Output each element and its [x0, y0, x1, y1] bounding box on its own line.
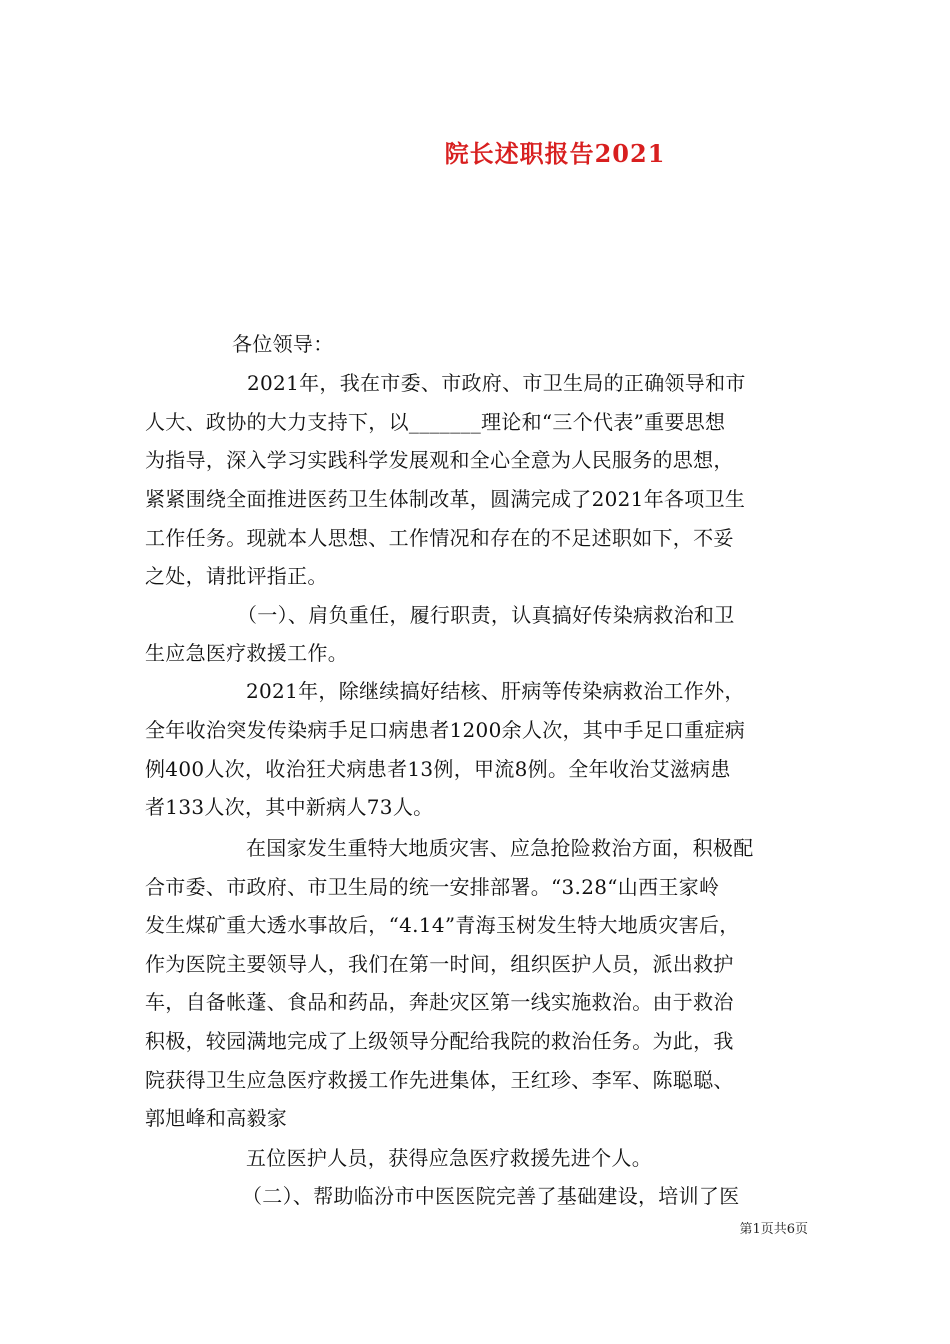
body-line: 积极，较园满地完成了上级领导分配给我院的救治任务。为此，我 — [145, 1029, 734, 1053]
body-line: 院获得卫生应急医疗救援工作先进集体，王红珍、李军、陈聪聪、 — [145, 1068, 734, 1092]
body-line: 例400人次，收治狂犬病患者13例，甲流8例。全年收治艾滋病患 — [145, 757, 731, 781]
body-line: 为指导，深入学习实践科学发展观和全心全意为人民服务的思想， — [145, 448, 734, 472]
page-number-footer: 第1页共6页 — [739, 1222, 808, 1237]
body-line: 紧紧围绕全面推进医药卫生体制改革，圆满完成了2021年各项卫生 — [145, 487, 746, 511]
salutation-line: 各位领导： — [232, 332, 334, 356]
body-line: 之处，请批评指正。 — [145, 564, 328, 588]
section-heading-1: （一）、肩负重任，履行职责，认真搞好传染病救治和卫 — [237, 603, 735, 627]
section-heading-2: （二）、帮助临汾市中医医院完善了基础建设，培训了医 — [242, 1184, 740, 1208]
body-line: 在国家发生重特大地质灾害、应急抢险救治方面，积极配 — [246, 836, 754, 860]
body-line: 工作任务。现就本人思想、工作情况和存在的不足述职如下，不妥 — [145, 526, 734, 550]
body-line: 郭旭峰和高毅家 — [145, 1106, 288, 1130]
body-line: 五位医护人员，获得应急医疗救援先进个人。 — [246, 1146, 652, 1170]
body-line: 2021年，我在市委、市政府、市卫生局的正确领导和市 — [247, 371, 746, 395]
document-title: 院长述职报告2021 — [444, 139, 666, 168]
body-line: 作为医院主要领导人，我们在第一时间，组织医护人员，派出救护 — [145, 952, 734, 976]
body-line: 车，自备帐蓬、食品和药品，奔赴灾区第一线实施救治。由于救治 — [145, 990, 734, 1014]
section-heading-1-cont: 生应急医疗救援工作。 — [145, 641, 348, 665]
body-line: 发生煤矿重大透水事故后，“4.14”青海玉树发生特大地质灾害后， — [145, 913, 740, 937]
body-line: 全年收治突发传染病手足口病患者1200余人次，其中手足口重症病 — [145, 718, 746, 742]
body-line: 人大、政协的大力支持下，以_______理论和“三个代表”重要思想 — [145, 410, 726, 434]
body-line: 者133人次，其中新病人73人。 — [145, 795, 434, 819]
body-line: 2021年，除继续搞好结核、肝病等传染病救治工作外， — [246, 679, 745, 703]
body-line: 合市委、市政府、市卫生局的统一安排部署。“3.28“山西王家岭 — [145, 875, 720, 899]
